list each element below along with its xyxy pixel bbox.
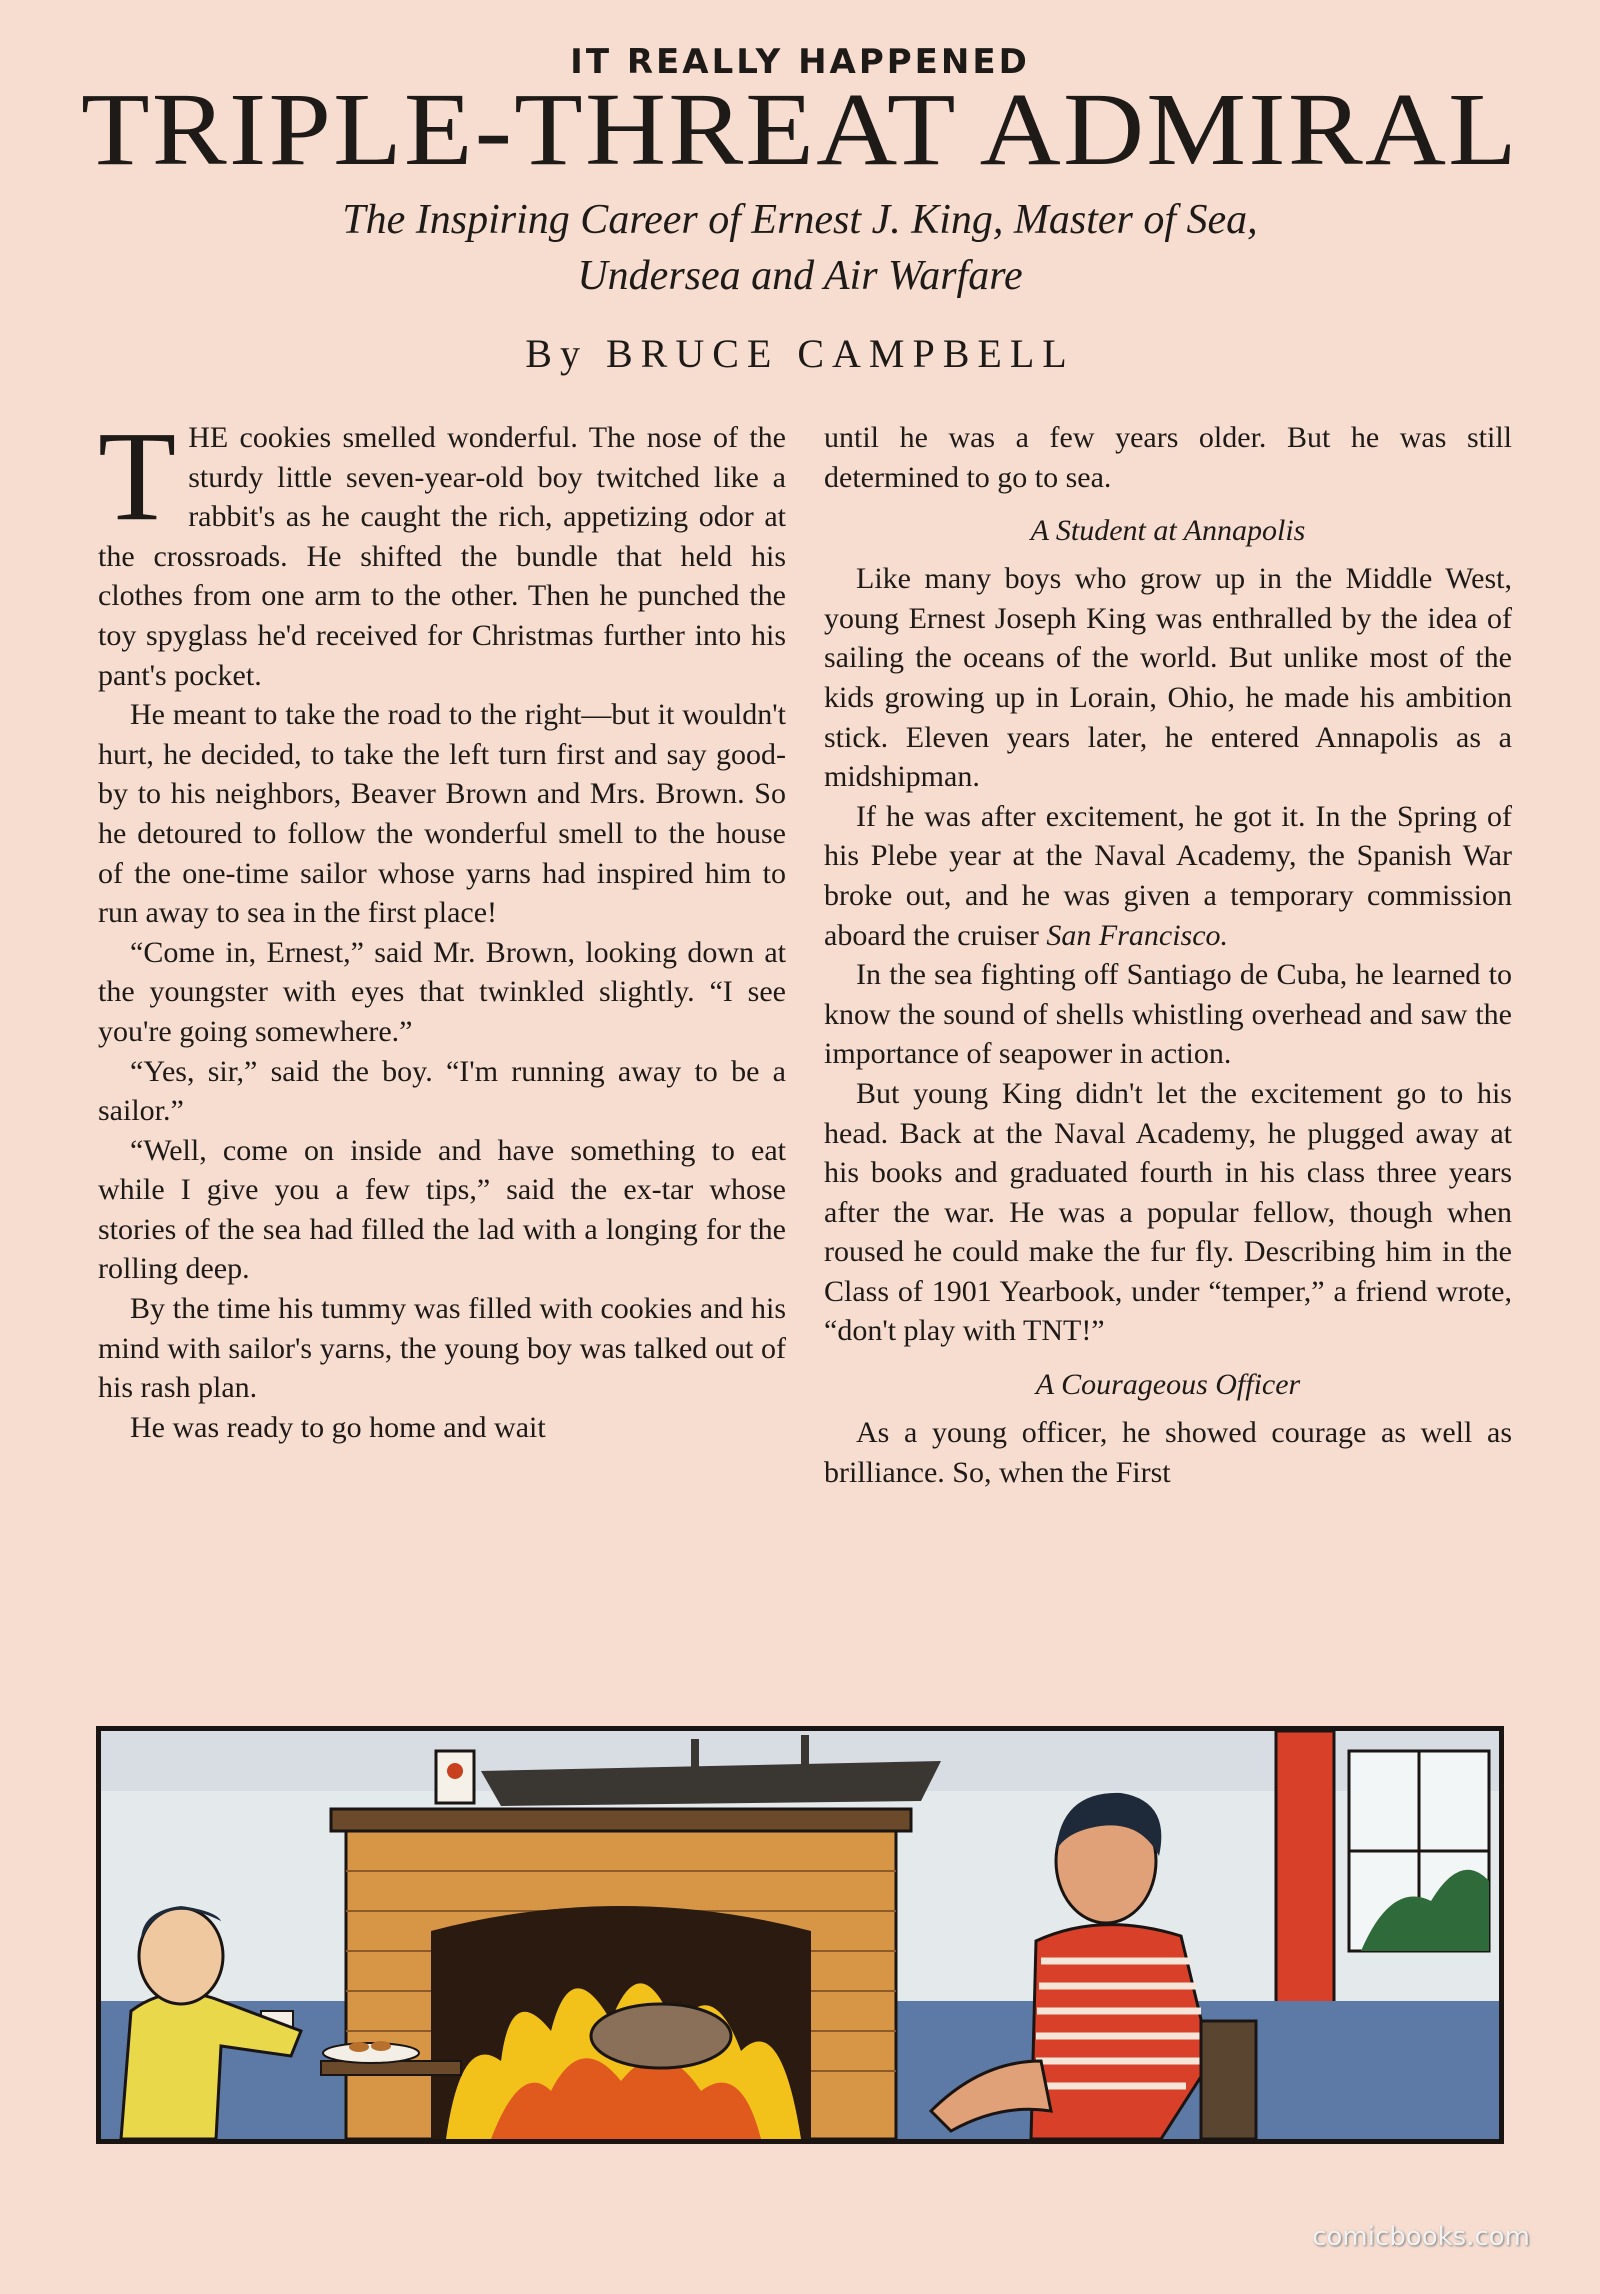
paragraph: He was ready to go home and wait <box>130 1410 546 1444</box>
watermark: comicbooks.com <box>1312 2222 1530 2252</box>
paragraph: Like many boys who grow up in the Middle West, young Ernest Joseph King was enthralled by the idea of sailing the oceans of the world. But unlike most of the kids growing up in Lorain, Ohio, he made his ambition stick. Eleven years later, he entered Annapolis as a midshipman. <box>824 562 1512 794</box>
illustration-panel <box>96 1726 1504 2144</box>
subtitle-line-1: The Inspiring Career of Ernest J. King, Master of Sea, <box>342 197 1258 243</box>
left-column <box>98 405 786 1447</box>
paragraph: As a young officer, he showed courage as well as brilliance. So, when the First <box>824 1416 1512 1489</box>
drop-cap: T <box>98 405 177 547</box>
page-title: TRIPLE-THREAT ADMIRAL <box>81 72 1519 187</box>
kicker: IT REALLY HAPPENED <box>570 42 1030 82</box>
paragraph: “Well, come on inside and have something to eat while I give you a few tips,” said the ex-tar whose stories of the sea had filled the lad with a longing for the rolling deep. <box>98 1133 786 1286</box>
window <box>1349 1751 1489 1951</box>
subtitle <box>160 192 1440 304</box>
brick-fireplace <box>346 1831 896 2139</box>
section-heading: A Courageous Officer <box>1035 1368 1301 1402</box>
paragraph: THE cookies smelled wonderful. The nose of the sturdy little seven-year-old boy twitched like a rabbit's as he caught the rich, appetizing odor at the crossroads. He shifted the bundle that held his clothes from one arm to the other. Then he punched the toy spyglass he'd received for Christmas further into his pant's pocket. <box>98 405 786 692</box>
mantel <box>331 1809 911 1831</box>
section-heading: A Student at Annapolis <box>1030 514 1306 548</box>
paragraph: “Come in, Ernest,” said Mr. Brown, looking down at the youngster with eyes that twinkled slightly. “I see you're going somewhere.” <box>98 935 786 1048</box>
paragraph: If he was after excitement, he got it. In the Spring of his Plebe year at the Naval Academy, the Spanish War broke out, and he was given a temporary commission aboard the cruiser San Francisco. <box>824 799 1512 952</box>
paragraph: “Yes, sir,” said the boy. “I'm running away to be a sailor.” <box>98 1054 786 1128</box>
paragraph: until he was a few years older. But he was still determined to go to sea. <box>824 421 1512 494</box>
subtitle-line-2: Undersea and Air Warfare <box>577 253 1023 299</box>
paragraph: In the sea fighting off Santiago de Cuba, he learned to know the sound of shells whistling overhead and saw the importance of seapower in action. <box>824 958 1512 1071</box>
byline: By BRUCE CAMPBELL <box>525 331 1075 376</box>
right-column <box>824 418 1512 1492</box>
fireplace-scene-illustration <box>101 1731 1499 2139</box>
kettle <box>591 2004 731 2068</box>
paragraph: By the time his tummy was filled with cookies and his mind with sailor's yarns, the young boy was talked out of his rash plan. <box>98 1292 786 1405</box>
paragraph: He meant to take the road to the right—but it wouldn't hurt, he decided, to take the left turn first and say good-by to his neighbors, Beaver Brown and Mrs. Brown. So he detoured to follow the wonderful smell to the house of the one-time sailor whose yarns had inspired him to run away to sea in the first place! <box>98 698 786 930</box>
ship-name: San Francisco. <box>1046 918 1229 952</box>
paragraph: But young King didn't let the excitement go to his head. Back at the Naval Academy, he plugged away at his books and graduated fourth in his class three years after the war. He was a popular fellow, though when roused he could make the fur fly. Describing him in the Class of 1901 Yearbook, under “temper,” a friend wrote, “don't play with TNT!” <box>824 1076 1512 1348</box>
